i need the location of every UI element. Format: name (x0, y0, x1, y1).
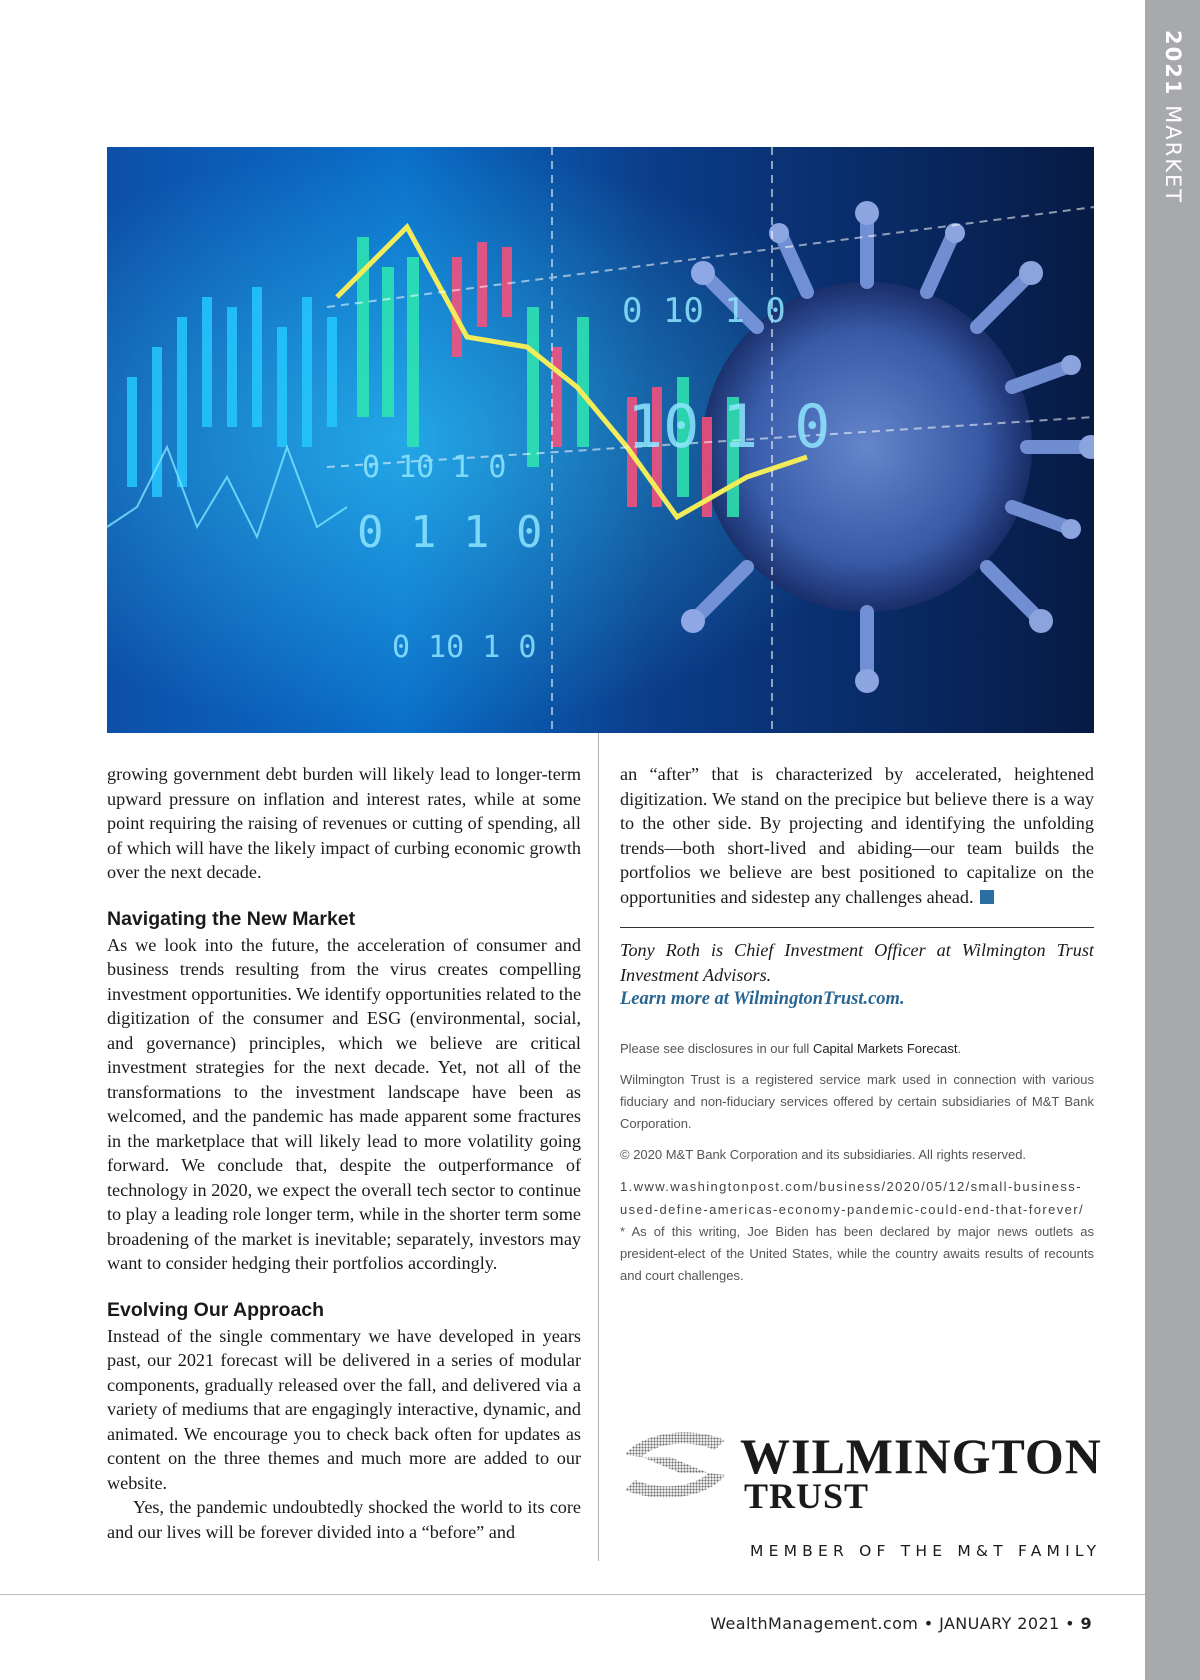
left-paragraph-3: Instead of the single commentary we have developed in years past, our 2021 forecast will be delivered in a series of modular components, gradually released over the fall, and delivered via a variety of mediums that are engagingly interactive, dynamic, and animated. We encourage you to check back often for updates as content on the three themes and much more are added to our website. (107, 1325, 581, 1493)
logo-tagline: MEMBER OF THE M&T FAMILY (750, 1542, 1102, 1560)
left-paragraph-4: Yes, the pandemic undoubtedly shocked the world to its core and our lives will be forever divided into a “before” and (107, 1497, 581, 1542)
logo-word-trust: TRUST (744, 1476, 870, 1516)
left-column (107, 762, 581, 1544)
side-tab-label (1113, 30, 1197, 300)
left-paragraph-1: growing government debt burden will likely lead to longer-term upward pressure on inflation and interest rates, while at some point requiring the raising of revenues or cutting of spending, all of which will have the likely impact of curbing economic growth over the next decade. (107, 764, 581, 882)
hero-image (107, 147, 1094, 733)
heading-navigating: Navigating the New Market (107, 907, 356, 930)
footer-issue: JANUARY 2021 (939, 1614, 1060, 1633)
asterisk-note: * As of this writing, Joe Biden has been declared by major news outlets as president-elect of the United States, while the country awaits results of recounts and court challenges. (620, 1223, 1094, 1283)
left-paragraph-2: As we look into the future, the acceleration of consumer and business trends resulting from the virus creates compelling investment opportunities. We identify opportunities related to the digitization of the consumer and ESG (environmental, social, and governance) principles, which we believe are critical investment strategies for the next decade. Yet, not all of the transformations to the investment landscape have been as welcomed, and the pandemic has made apparent some fractures in the marketplace that will likely lead to more volatility going forward. We conclude that, despite the outperformance of technology in 2020, we expect the overall tech sector to continue to play a leading role longer term, while in the shorter term some broadening of the market is inevitable; separately, investors may want to consider hedging their portfolios accordingly. (107, 934, 582, 1273)
service-mark-note: Wilmington Trust is a registered service mark used in connection with various fiduciary and non-fiduciary services offered by certain subsidiaries of M&T Bank Corporation. (620, 1071, 1094, 1131)
disclosure-suffix: . (957, 1040, 962, 1056)
svg-text:0 10 1 0: 0 10 1 0 (362, 450, 507, 485)
right-paragraph-1-text: an “after” that is characterized by accelerated, heightened digitization. We stand on the precipice but believe there is a way to the other side. By projecting and identifying the unfolding trends—both short-lived and abiding—our team builds the portfolios we believe are best positioned to capitalize on the opportunities and sidestep any challenges ahead. (620, 764, 1094, 907)
svg-text:1 0: 1 0 (722, 392, 831, 462)
capital-markets-forecast-link[interactable]: Capital Markets Forecast (812, 1040, 958, 1056)
column-divider (598, 733, 599, 1561)
right-column (620, 762, 1094, 1287)
copyright-note: © 2020 M&T Bank Corporation and its subsidiaries. All rights reserved. (620, 1146, 1027, 1162)
logo-word-wilmington: WILMINGTON (740, 1428, 1102, 1484)
hero-illustration (107, 147, 1094, 733)
page-number: 9 (1080, 1614, 1092, 1633)
end-mark-icon (980, 890, 994, 904)
footer-rule (0, 1594, 1145, 1595)
footer-site: WealthManagement.com (710, 1614, 919, 1633)
svg-text:0 1 1 0: 0 1 1 0 (357, 507, 543, 558)
disclosure-prefix: Please see disclosures in our full (620, 1040, 813, 1056)
side-tab-title: MARKET OUTLOOK (1113, 30, 1185, 205)
side-tab-year: 2021 (1161, 30, 1185, 97)
author-bio: Tony Roth is Chief Investment Officer at Wilmington Trust Investment Advisors. (620, 940, 1094, 985)
heading-evolving: Evolving Our Approach (107, 1298, 325, 1321)
page-footer (710, 1614, 1092, 1633)
svg-text:0 10 1 0: 0 10 1 0 (622, 291, 786, 331)
right-paragraph-1 (620, 762, 1094, 909)
learn-more-link[interactable]: Learn more at WilmingtonTrust.com. (620, 989, 905, 1009)
logo-mark-icon (620, 1425, 730, 1505)
wilmington-trust-logo (620, 1420, 1102, 1570)
footer-separator-2: • (1065, 1614, 1075, 1633)
svg-text:10: 10 (627, 392, 700, 462)
svg-text:0 10 1 0: 0 10 1 0 (392, 630, 537, 665)
bio-rule (620, 927, 1094, 928)
footnote-url[interactable]: 1.www.washingtonpost.com/business/2020/05/12/small-business-used-define-americas-economy-pandemic-could-end-that-forever/ (620, 1178, 1085, 1217)
disclosure-note (620, 1038, 1094, 1060)
footer-separator: • (923, 1614, 934, 1633)
